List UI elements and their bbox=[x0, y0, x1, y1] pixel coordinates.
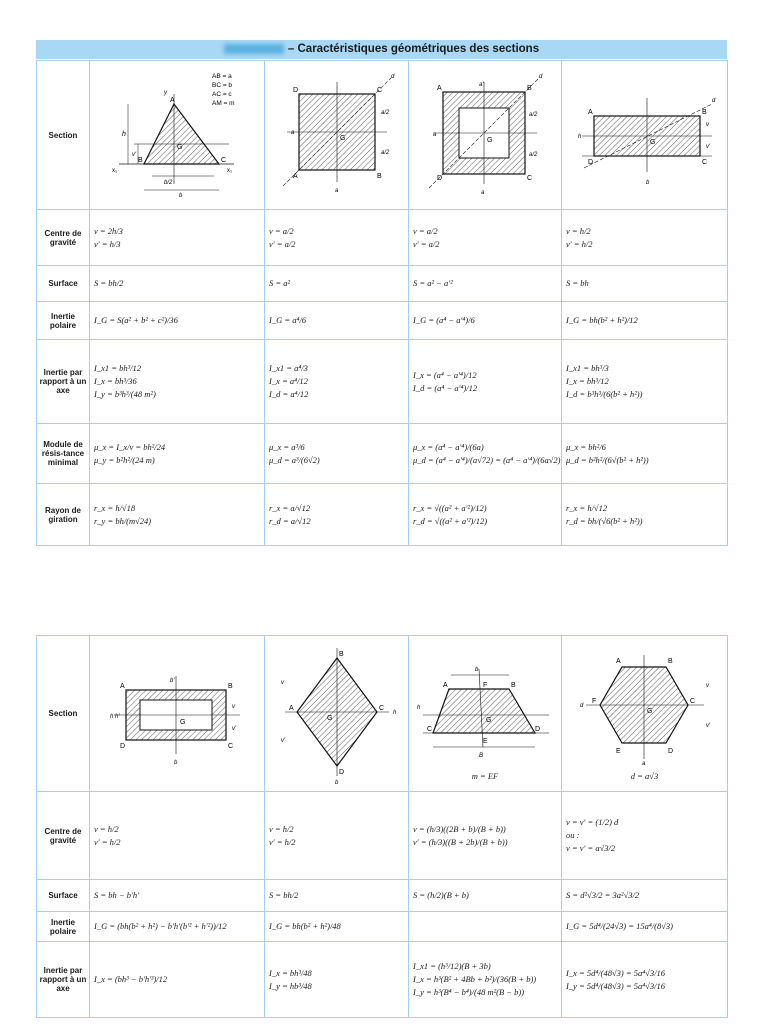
svg-text:a/2: a/2 bbox=[529, 112, 538, 118]
rhombus-diagram-cell bbox=[265, 636, 409, 792]
ia-c3: I_x = (a⁴ − a′⁴)/12 I_d = (a⁴ − a′⁴)/12 bbox=[409, 340, 562, 424]
svg-text:C: C bbox=[427, 725, 433, 733]
centre-c3: v = a/2 v′ = a/2 bbox=[409, 210, 562, 266]
legend-ac: AC = c bbox=[212, 91, 232, 98]
hexagon-diagram bbox=[566, 647, 724, 769]
svg-text:D: D bbox=[120, 742, 126, 750]
svg-text:A: A bbox=[443, 681, 448, 689]
row-centre bbox=[37, 792, 728, 880]
row-header: Centre de gravité bbox=[37, 210, 90, 266]
ia-c1: I_x1 = bh³/12 I_x = bh³/36 I_y = b³h³/(48 m²) bbox=[90, 340, 265, 424]
svg-text:C: C bbox=[690, 697, 696, 705]
rhombus-diagram bbox=[269, 640, 405, 786]
sections-table-2 bbox=[36, 635, 728, 1018]
square-diagram bbox=[269, 64, 405, 204]
row-header: Centre de gravité bbox=[37, 792, 90, 880]
row-header: Inertie polaire bbox=[37, 302, 90, 340]
hexagon-caption: d = a√3 bbox=[630, 770, 659, 781]
svg-text:b: b bbox=[475, 666, 479, 673]
triangle-diagram bbox=[94, 64, 260, 204]
row-module bbox=[37, 424, 728, 484]
ip-c3 bbox=[409, 912, 562, 942]
svg-text:b: b bbox=[646, 180, 650, 186]
svg-text:A: A bbox=[616, 657, 621, 665]
rayon-c4: r_x = h/√12 r_d = bh/(√6(b² + h²)) bbox=[562, 484, 728, 546]
svg-text:v′: v′ bbox=[281, 737, 286, 744]
svg-text:B: B bbox=[511, 681, 516, 689]
svg-text:C: C bbox=[221, 157, 227, 164]
svg-text:C: C bbox=[527, 175, 533, 182]
svg-text:B: B bbox=[479, 752, 484, 759]
surface-c3: S = a² − a′² bbox=[409, 266, 562, 302]
module-c3: μ_x = (a⁴ − a′⁴)/(6a) μ_d = (a⁴ − a′⁴)/(a√72) = (a⁴ − a′⁴)/(6a√2) bbox=[409, 424, 562, 484]
surface-c2: S = bh/2 bbox=[265, 880, 409, 912]
svg-text:D: D bbox=[339, 768, 345, 776]
redacted-mark bbox=[224, 44, 284, 54]
trapezoid-diagram bbox=[413, 647, 558, 769]
row-centre bbox=[37, 210, 728, 266]
sections-table-1 bbox=[36, 60, 728, 546]
row-ia bbox=[37, 942, 728, 1018]
ip-c4: I_G = 5d⁴/(24√3) = 15a⁴/(8√3) bbox=[562, 912, 728, 942]
svg-text:B: B bbox=[228, 682, 233, 690]
svg-text:A: A bbox=[170, 97, 175, 104]
rectangle-diagram-cell bbox=[562, 61, 728, 210]
legend-am: AM = m bbox=[212, 100, 235, 107]
row-section bbox=[37, 61, 728, 210]
svg-text:h: h bbox=[393, 709, 397, 716]
svg-text:v: v bbox=[232, 703, 235, 710]
svg-text:D: D bbox=[437, 175, 443, 182]
svg-text:d: d bbox=[539, 74, 543, 80]
svg-text:G: G bbox=[340, 135, 346, 142]
row-header: Surface bbox=[37, 880, 90, 912]
row-header: Inertie par rapport à un axe bbox=[37, 340, 90, 424]
hexagon-diagram-cell bbox=[562, 636, 728, 792]
surface-c4: S = d²√3/2 = 3a²√3/2 bbox=[562, 880, 728, 912]
svg-text:a: a bbox=[291, 130, 295, 136]
svg-text:C: C bbox=[228, 742, 234, 750]
centre-c2: v = a/2 v′ = a/2 bbox=[265, 210, 409, 266]
rayon-c2: r_x = a/√12 r_d = a/√12 bbox=[265, 484, 409, 546]
row-surface bbox=[37, 266, 728, 302]
svg-text:v′: v′ bbox=[706, 722, 711, 729]
svg-text:a: a bbox=[433, 132, 437, 138]
svg-text:a/2: a/2 bbox=[381, 110, 390, 116]
svg-text:b: b bbox=[179, 193, 183, 199]
svg-text:v: v bbox=[706, 682, 709, 689]
surface-c1: S = bh − b′h′ bbox=[90, 880, 265, 912]
svg-text:G: G bbox=[647, 707, 653, 715]
svg-text:G: G bbox=[650, 139, 656, 146]
rayon-c3: r_x = √((a² + a′²)/12) r_d = √((a² + a′²)/12) bbox=[409, 484, 562, 546]
svg-text:x₁: x₁ bbox=[112, 168, 118, 174]
row-ia bbox=[37, 340, 728, 424]
svg-text:b/2: b/2 bbox=[164, 180, 173, 186]
svg-text:A: A bbox=[289, 704, 294, 712]
rayon-c1: r_x = h/√18 r_y = bh/(m√24) bbox=[90, 484, 265, 546]
ia-c3: I_x1 = (h³/12)(B + 3b) I_x = h³(B² + 4Bb + b²)/(36(B + b)) I_y = h³(B⁴ − b⁴)/(48 m²(B − b)) bbox=[409, 942, 562, 1018]
svg-text:a: a bbox=[642, 760, 646, 767]
row-header: Surface bbox=[37, 266, 90, 302]
svg-text:v: v bbox=[281, 679, 284, 686]
ia-c2: I_x1 = a⁴/3 I_x = a⁴/12 I_d = a⁴/12 bbox=[265, 340, 409, 424]
row-header: Module de résis-tance minimal bbox=[37, 424, 90, 484]
svg-text:v′: v′ bbox=[132, 152, 137, 158]
row-rayon bbox=[37, 484, 728, 546]
centre-c4: v = v′ = (1/2) d ou : v = v′ = a√3/2 bbox=[562, 792, 728, 880]
svg-text:F: F bbox=[483, 681, 488, 689]
svg-text:D: D bbox=[293, 87, 299, 94]
svg-text:A: A bbox=[120, 682, 125, 690]
surface-c4: S = bh bbox=[562, 266, 728, 302]
svg-text:A: A bbox=[588, 109, 593, 116]
hollow-rectangle-diagram bbox=[94, 640, 260, 786]
svg-text:B: B bbox=[527, 85, 532, 92]
svg-text:a/2: a/2 bbox=[381, 150, 390, 156]
row-header: Inertie par rapport à un axe bbox=[37, 942, 90, 1018]
svg-text:v′: v′ bbox=[706, 144, 711, 150]
triangle-diagram-cell bbox=[90, 61, 265, 210]
ip-c2: I_G = a⁴/6 bbox=[265, 302, 409, 340]
ia-c4: I_x1 = bh³/3 I_x = bh³/12 I_d = b³h³/(6(b² + h²)) bbox=[562, 340, 728, 424]
svg-text:B: B bbox=[339, 650, 344, 658]
legend-ab: AB = a bbox=[212, 73, 232, 80]
centre-c3: v = (h/3)((2B + b)/(B + b)) v′ = (h/3)((B + 2b)/(B + b)) bbox=[409, 792, 562, 880]
svg-text:v′: v′ bbox=[232, 725, 237, 732]
row-ip bbox=[37, 302, 728, 340]
svg-text:B: B bbox=[377, 173, 382, 180]
svg-text:G: G bbox=[327, 714, 333, 722]
row-ip bbox=[37, 912, 728, 942]
row-header: Inertie polaire bbox=[37, 912, 90, 942]
svg-text:G: G bbox=[180, 718, 186, 726]
centre-c4: v = h/2 v′ = h/2 bbox=[562, 210, 728, 266]
svg-text:b: b bbox=[174, 759, 178, 766]
svg-text:E: E bbox=[616, 747, 621, 755]
row-header: Section bbox=[37, 636, 90, 792]
svg-text:C: C bbox=[379, 704, 385, 712]
svg-text:h: h bbox=[417, 704, 421, 711]
ia-c4: I_x = 5d⁴/(48√3) = 5a⁴√3/16 I_y = 5d⁴/(48√3) = 5a⁴√3/16 bbox=[562, 942, 728, 1018]
ip-c2: I_G = bh(b² + h²)/48 bbox=[265, 912, 409, 942]
hollow-square-diagram bbox=[413, 64, 558, 204]
svg-text:x₁: x₁ bbox=[227, 168, 233, 174]
surface-c1: S = bh/2 bbox=[90, 266, 265, 302]
svg-text:C: C bbox=[702, 159, 708, 166]
svg-text:D: D bbox=[588, 159, 594, 166]
square-diagram-cell bbox=[265, 61, 409, 210]
row-surface bbox=[37, 880, 728, 912]
row-section bbox=[37, 636, 728, 792]
svg-text:y: y bbox=[164, 90, 167, 96]
module-c4: μ_x = bh²/6 μ_d = b²h²/(6√(b² + h²)) bbox=[562, 424, 728, 484]
ia-c2: I_x = bh³/48 I_y = hb³/48 bbox=[265, 942, 409, 1018]
svg-text:d: d bbox=[580, 702, 584, 709]
svg-text:h: h bbox=[122, 131, 126, 138]
trapezoid-caption: m = EF bbox=[471, 770, 499, 781]
svg-text:a/2: a/2 bbox=[529, 152, 538, 158]
module-c1: μ_x = I_x/v = bh²/24 μ_y = b²h²/(24 m) bbox=[90, 424, 265, 484]
svg-text:a: a bbox=[335, 188, 339, 194]
ia-c1: I_x = (bh³ − b′h′³)/12 bbox=[90, 942, 265, 1018]
svg-text:D: D bbox=[668, 747, 674, 755]
row-header: Section bbox=[37, 61, 90, 210]
ip-c1: I_G = S(a² + b² + c²)/36 bbox=[90, 302, 265, 340]
svg-text:h: h bbox=[578, 134, 582, 140]
surface-c2: S = a² bbox=[265, 266, 409, 302]
svg-text:d: d bbox=[712, 98, 716, 104]
svg-text:a′: a′ bbox=[479, 82, 484, 88]
svg-text:a: a bbox=[481, 190, 485, 196]
svg-text:h h′: h h′ bbox=[110, 713, 120, 720]
hollow-square-diagram-cell bbox=[409, 61, 562, 210]
ip-c3: I_G = (a⁴ − a′⁴)/6 bbox=[409, 302, 562, 340]
svg-text:A: A bbox=[437, 85, 442, 92]
row-header: Rayon de giration bbox=[37, 484, 90, 546]
svg-text:v: v bbox=[706, 122, 709, 128]
trapezoid-diagram-cell bbox=[409, 636, 562, 792]
rectangle-diagram bbox=[566, 64, 724, 204]
hollow-rectangle-diagram-cell bbox=[90, 636, 265, 792]
page-title: – Caractéristiques géométriques des sections bbox=[36, 40, 727, 59]
ip-c1: I_G = (bh(b² + h²) − b′h′(b′² + h′²))/12 bbox=[90, 912, 265, 942]
centre-c1: v = h/2 v′ = h/2 bbox=[90, 792, 265, 880]
surface-c3: S = (h/2)(B + b) bbox=[409, 880, 562, 912]
svg-text:B: B bbox=[702, 109, 707, 116]
svg-text:G: G bbox=[486, 716, 492, 724]
svg-text:E: E bbox=[483, 737, 488, 745]
svg-text:b: b bbox=[335, 779, 339, 786]
svg-text:G: G bbox=[177, 144, 183, 151]
svg-text:C: C bbox=[377, 87, 383, 94]
legend-bc: BC = b bbox=[212, 82, 233, 89]
svg-text:G: G bbox=[487, 137, 493, 144]
svg-text:B: B bbox=[668, 657, 673, 665]
svg-text:b′: b′ bbox=[170, 677, 175, 684]
module-c2: μ_x = a³/6 μ_d = a³/(6√2) bbox=[265, 424, 409, 484]
svg-text:D: D bbox=[535, 725, 541, 733]
svg-text:B: B bbox=[138, 157, 143, 164]
svg-text:A: A bbox=[293, 173, 298, 180]
ip-c4: I_G = bh(b² + h²)/12 bbox=[562, 302, 728, 340]
centre-c1: v = 2h/3 v′ = h/3 bbox=[90, 210, 265, 266]
svg-text:F: F bbox=[592, 697, 597, 705]
svg-text:d: d bbox=[391, 74, 395, 80]
centre-c2: v = h/2 v′ = h/2 bbox=[265, 792, 409, 880]
